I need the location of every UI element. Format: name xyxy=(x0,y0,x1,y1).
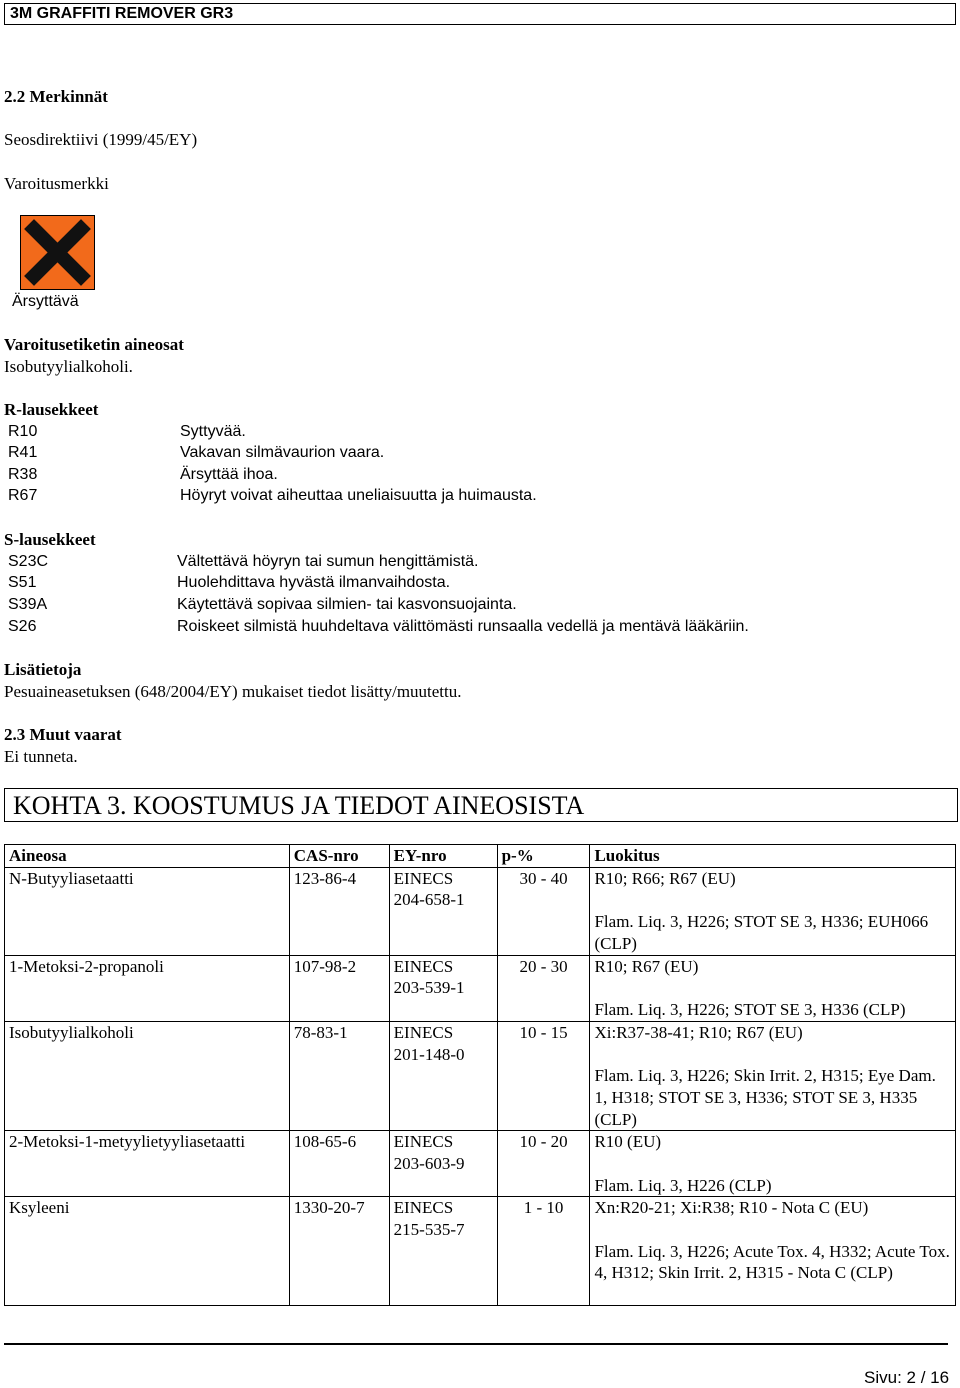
r-phrase-code: R10 xyxy=(8,423,38,440)
ingredient-name: 2-Metoksi-1-metyylietyyliasetaatti xyxy=(5,1131,290,1197)
ec-code: 201-148-0 xyxy=(393,1044,465,1064)
section-2-3-heading: 2.3 Muut vaarat xyxy=(4,725,122,744)
classification-eu: R10 (EU) xyxy=(594,1132,662,1152)
classification-clp: Flam. Liq. 3, H226; STOT SE 3, H336 (CLP) xyxy=(594,1000,906,1020)
r-phrase-code: R38 xyxy=(8,466,38,483)
percentage: 10 - 15 xyxy=(497,1021,590,1131)
ec-number xyxy=(389,867,497,955)
percentage: 30 - 40 xyxy=(497,867,590,955)
r-phrase-code: R41 xyxy=(8,444,38,461)
classification xyxy=(590,1197,956,1306)
directive-label: Seosdirektiivi (1999/45/EY) xyxy=(4,130,198,149)
column-header: Luokitus xyxy=(590,845,956,868)
r-phrase-text: Ärsyttää ihoa. xyxy=(180,466,278,483)
s-phrases-label: S-lausekkeet xyxy=(4,530,96,549)
ec-register: EINECS xyxy=(393,1198,454,1218)
ec-number xyxy=(389,1197,497,1306)
ec-number xyxy=(389,1021,497,1131)
ec-number xyxy=(389,1131,497,1197)
r-phrase-text: Vakavan silmävaurion vaara. xyxy=(180,444,385,461)
table-row xyxy=(5,1197,956,1306)
ingredient-name: Isobutyylialkoholi xyxy=(5,1021,290,1131)
cas-number: 78-83-1 xyxy=(289,1021,389,1131)
ingredient-name: Ksyleeni xyxy=(5,1197,290,1306)
footer-divider xyxy=(4,1343,948,1345)
composition-table xyxy=(4,844,956,1306)
ec-code: 203-539-1 xyxy=(393,978,465,998)
column-header: Aineosa xyxy=(5,845,290,868)
column-header: EY-nro xyxy=(389,845,497,868)
s-phrase-code: S51 xyxy=(8,574,37,591)
classification xyxy=(590,867,956,955)
table-row xyxy=(5,955,956,1021)
classification-eu: R10; R66; R67 (EU) xyxy=(594,868,736,888)
classification-eu: Xn:R20-21; Xi:R38; R10 - Nota C (EU) xyxy=(594,1198,869,1218)
section-3-header xyxy=(4,788,958,822)
cas-number: 123-86-4 xyxy=(289,867,389,955)
ec-number xyxy=(389,955,497,1021)
table-row xyxy=(5,867,956,955)
percentage: 10 - 20 xyxy=(497,1131,590,1197)
other-hazards-text: Ei tunneta. xyxy=(4,747,78,766)
classification-clp: Flam. Liq. 3, H226; Acute Tox. 4, H332; Acute Tox. 4, H312; Skin Irrit. 2, H315 - Nota C (CLP) xyxy=(594,1241,950,1283)
ec-code: 215-535-7 xyxy=(393,1220,465,1240)
s-phrase-text: Huolehdittava hyvästä ilmanvaihdosta. xyxy=(177,574,451,591)
extra-info-label: Lisätietoja xyxy=(4,660,82,679)
ec-code: 203-603-9 xyxy=(393,1154,465,1173)
classification xyxy=(590,1021,956,1131)
s-phrase-text: Vältettävä höyryn tai sumun hengittämistä. xyxy=(177,553,479,570)
cas-number: 107-98-2 xyxy=(289,955,389,1021)
cas-number: 1330-20-7 xyxy=(289,1197,389,1306)
table-header-row xyxy=(5,845,956,868)
cas-number: 108-65-6 xyxy=(289,1131,389,1197)
ingredient-name: N-Butyyliasetaatti xyxy=(5,867,290,955)
ec-code: 204-658-1 xyxy=(393,890,465,910)
r-phrases-label: R-lausekkeet xyxy=(4,400,99,419)
s-phrase-text: Roiskeet silmistä huuhdeltava välittömästi runsaalla vedellä ja mentävä lääkäriin. xyxy=(177,618,749,635)
s-phrase-code: S23C xyxy=(8,553,49,570)
ec-register: EINECS xyxy=(393,1022,454,1042)
percentage: 20 - 30 xyxy=(497,955,590,1021)
classification-clp: Flam. Liq. 3, H226 (CLP) xyxy=(594,1175,772,1195)
column-header: p-% xyxy=(497,845,590,868)
classification xyxy=(590,1131,956,1197)
r-phrase-text: Höyryt voivat aiheuttaa uneliaisuutta ja huimausta. xyxy=(180,487,537,504)
ec-register: EINECS xyxy=(393,956,454,976)
ingredient-name: 1-Metoksi-2-propanoli xyxy=(5,955,290,1021)
classification-eu: R10; R67 (EU) xyxy=(594,956,699,976)
r-phrase-code: R67 xyxy=(8,487,38,504)
ingredients-value: Isobutyylialkoholi. xyxy=(4,357,133,376)
extra-info-text: Pesuaineasetuksen (648/2004/EY) mukaiset tiedot lisätty/muutettu. xyxy=(4,682,462,701)
irritant-hazard-icon xyxy=(20,215,95,290)
table-row xyxy=(5,1131,956,1197)
symbol-caption: Ärsyttävä xyxy=(12,293,79,310)
classification-eu: Xi:R37-38-41; R10; R67 (EU) xyxy=(594,1022,803,1042)
section-2-2-heading: 2.2 Merkinnät xyxy=(4,87,108,106)
classification-clp: Flam. Liq. 3, H226; Skin Irrit. 2, H315; Eye Dam. 1, H318; STOT SE 3, H336; STOT SE 3, H335 (CLP) xyxy=(594,1066,936,1129)
r-phrase-text: Syttyvää. xyxy=(180,423,246,440)
section-3-title: KOHTA 3. KOOSTUMUS JA TIEDOT AINEOSISTA xyxy=(13,791,585,820)
s-phrase-code: S39A xyxy=(8,596,48,613)
symbols-label: Varoitusmerkki xyxy=(4,174,109,193)
product-title: 3M GRAFFITI REMOVER GR3 xyxy=(10,5,234,22)
classification xyxy=(590,955,956,1021)
document-header xyxy=(4,3,956,25)
percentage: 1 - 10 xyxy=(497,1197,590,1306)
s-phrase-text: Käytettävä sopivaa silmien- tai kasvonsuojainta. xyxy=(177,596,517,613)
page-number: Sivu: 2 / 16 xyxy=(864,1368,950,1387)
classification-clp: Flam. Liq. 3, H226; STOT SE 3, H336; EUH066 (CLP) xyxy=(594,912,929,953)
column-header: CAS-nro xyxy=(289,845,389,868)
table-row xyxy=(5,1021,956,1131)
s-phrase-code: S26 xyxy=(8,618,37,635)
ingredients-label: Varoitusetiketin aineosat xyxy=(4,335,184,354)
ec-register: EINECS xyxy=(393,868,454,888)
ec-register: EINECS xyxy=(393,1132,454,1152)
